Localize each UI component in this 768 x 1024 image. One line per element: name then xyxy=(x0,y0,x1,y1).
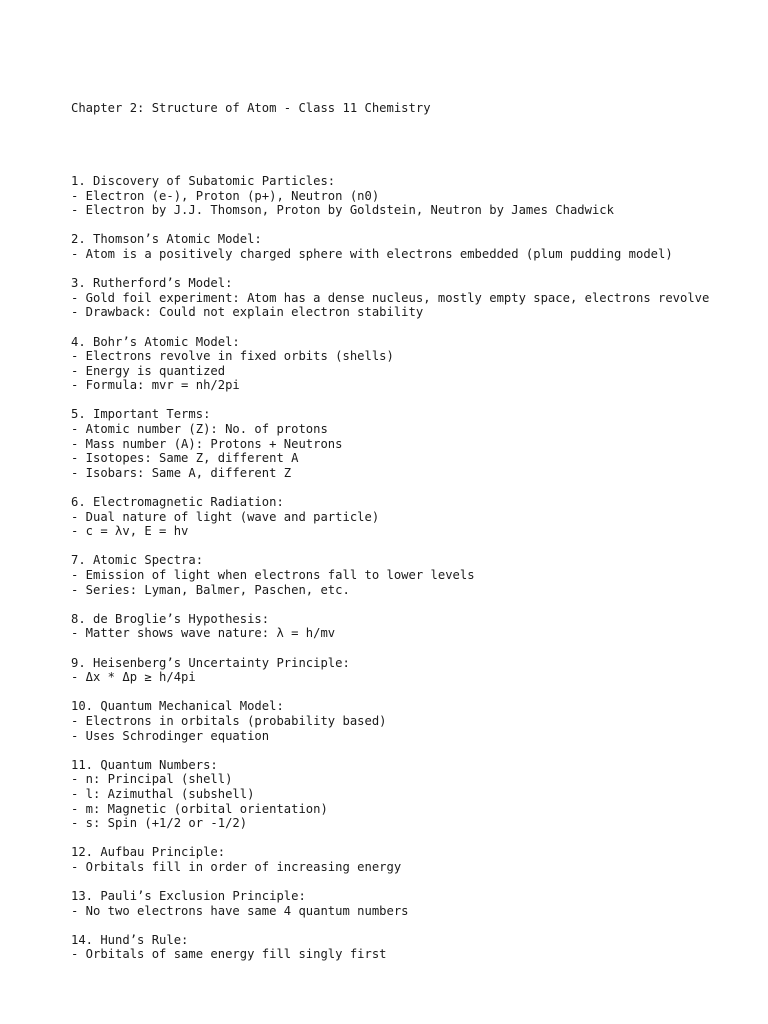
section-3 xyxy=(71,276,731,320)
section-bullet-line: - Uses Schrodinger equation xyxy=(71,728,270,743)
section-bullet-line: - Atomic number (Z): No. of protons xyxy=(71,422,328,437)
section-bullet-line: - Drawback: Could not explain electron stability xyxy=(71,305,424,320)
section-bullet-line: - Dual nature of light (wave and particle) xyxy=(71,509,380,524)
section-heading: 4. Bohr’s Atomic Model: xyxy=(71,334,240,349)
section-bullet-line: - Emission of light when electrons fall to lower levels xyxy=(71,568,475,582)
section-bullet-line: - n: Principal (shell) xyxy=(71,772,233,787)
section-bullet-line: - Electron by J.J. Thomson, Proton by Goldstein, Neutron by James Chadwick xyxy=(71,203,614,218)
section-bullet-line: - Isobars: Same A, different Z xyxy=(71,465,292,480)
section-heading: 11. Quantum Numbers: xyxy=(71,757,218,772)
section-bullet-line: - Electron (e-), Proton (p+), Neutron (n0) xyxy=(71,188,380,203)
section-heading: 3. Rutherford’s Model: xyxy=(71,276,233,291)
section-bullet-line: - Electrons revolve in fixed orbits (shells) xyxy=(71,349,394,364)
section-bullet-line: - l: Azimuthal (subshell) xyxy=(71,786,255,801)
section-1 xyxy=(71,174,731,218)
section-bullet-line: - Isotopes: Same Z, different A xyxy=(71,451,299,466)
section-bullet-line: - c = λv, E = hv xyxy=(71,524,189,539)
section-7 xyxy=(71,553,731,597)
section-bullet-line: - Formula: mvr = nh/2pi xyxy=(71,378,240,393)
section-12 xyxy=(71,845,731,874)
document-title: Chapter 2: Structure of Atom - Class 11 Chemistry xyxy=(71,101,431,116)
section-9 xyxy=(71,656,731,685)
section-bullet-line: - Energy is quantized xyxy=(71,363,226,378)
section-heading: 10. Quantum Mechanical Model: xyxy=(71,699,284,714)
section-bullet-line: - Series: Lyman, Balmer, Paschen, etc. xyxy=(71,582,350,597)
section-14 xyxy=(71,933,731,962)
section-13 xyxy=(71,889,731,918)
section-6 xyxy=(71,495,731,539)
section-heading: 5. Important Terms: xyxy=(71,407,211,422)
section-bullet-line: - m: Magnetic (orbital orientation) xyxy=(71,801,328,816)
section-bullet-line: - No two electrons have same 4 quantum numbers xyxy=(71,903,409,918)
section-bullet-line: - Gold foil experiment: Atom has a dense nucleus, mostly empty space, electrons revolve xyxy=(71,290,710,305)
section-heading: 9. Heisenberg’s Uncertainty Principle: xyxy=(71,655,350,670)
section-heading: 6. Electromagnetic Radiation: xyxy=(71,495,284,510)
section-heading: 12. Aufbau Principle: xyxy=(71,845,226,860)
section-bullet-line: - Δx * Δp ≥ h/4pi xyxy=(71,670,196,685)
section-list xyxy=(71,174,731,962)
section-10 xyxy=(71,699,731,743)
section-heading: 1. Discovery of Subatomic Particles: xyxy=(71,173,336,188)
section-bullet-line: - Orbitals fill in order of increasing energy xyxy=(71,859,402,874)
section-bullet-line: - Atom is a positively charged sphere with electrons embedded (plum pudding model) xyxy=(71,246,673,261)
section-heading: 13. Pauli’s Exclusion Principle: xyxy=(71,889,306,904)
section-5 xyxy=(71,407,731,480)
section-4 xyxy=(71,335,731,393)
section-11 xyxy=(71,758,731,831)
section-heading: 2. Thomson’s Atomic Model: xyxy=(71,232,262,247)
section-bullet-line: - Mass number (A): Protons + Neutrons xyxy=(71,436,343,451)
section-heading: 7. Atomic Spectra: xyxy=(71,553,204,568)
section-bullet-line: - Matter shows wave nature: λ = h/mv xyxy=(71,626,336,641)
section-heading: 8. de Broglie’s Hypothesis: xyxy=(71,611,270,626)
section-bullet-line: - Electrons in orbitals (probability based) xyxy=(71,713,387,728)
section-bullet-line: - s: Spin (+1/2 or -1/2) xyxy=(71,816,248,831)
document-body xyxy=(71,72,731,1006)
section-heading: 14. Hund’s Rule: xyxy=(71,932,189,947)
section-2 xyxy=(71,232,731,261)
section-8 xyxy=(71,612,731,641)
section-bullet-line: - Orbitals of same energy fill singly first xyxy=(71,947,387,962)
